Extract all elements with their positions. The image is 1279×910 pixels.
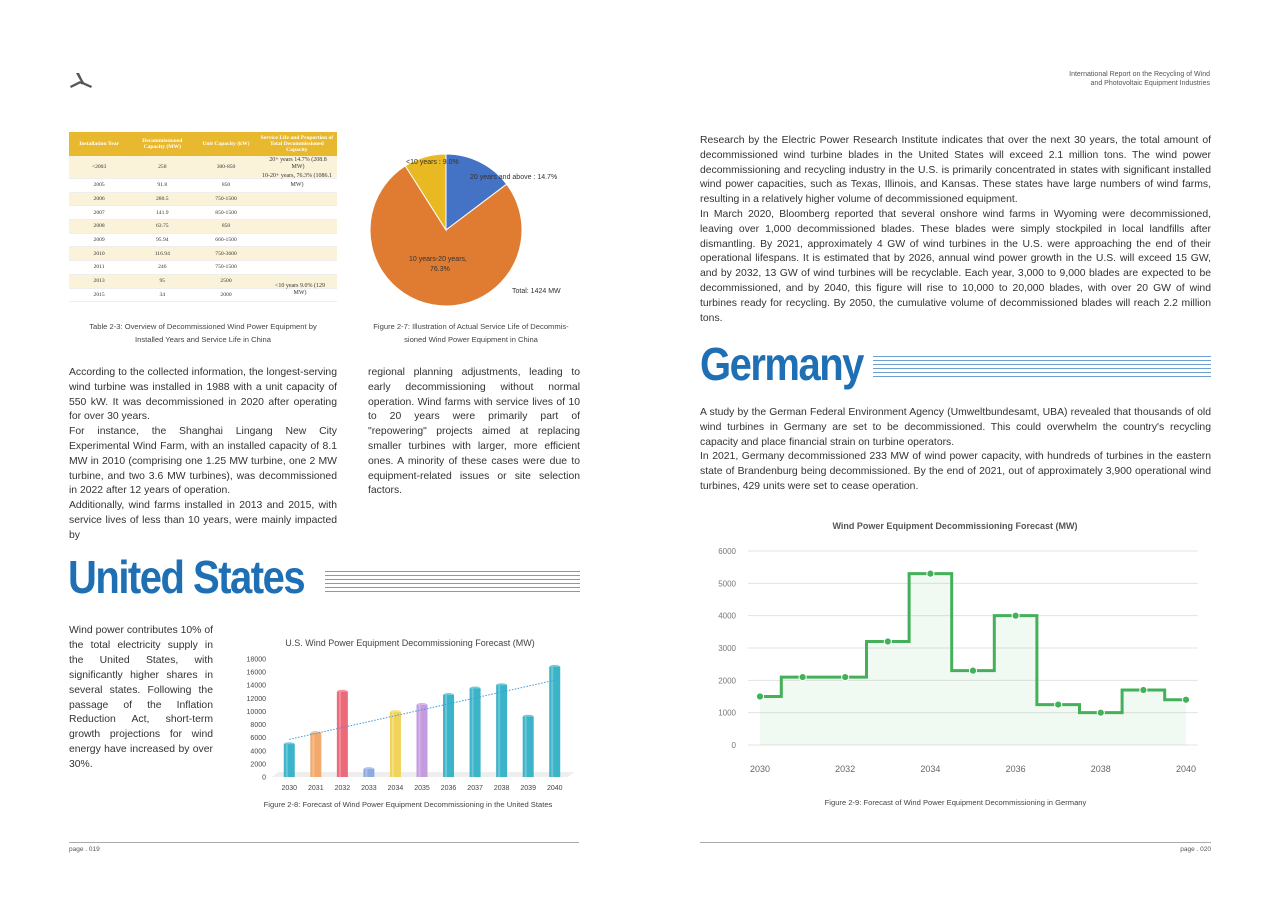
table-cell: 2000 bbox=[195, 288, 256, 302]
data-point bbox=[884, 638, 891, 645]
y-tick-label: 14000 bbox=[246, 682, 266, 690]
y-tick-label: 4000 bbox=[250, 748, 266, 756]
bar-highlight bbox=[498, 685, 500, 777]
table-header: Service Life and Proportion of Total Decommissioned Capacity bbox=[257, 132, 337, 156]
life-under10: <10 years 9.0% (129 MW) bbox=[274, 283, 326, 296]
table-row bbox=[69, 192, 337, 206]
table-cell: 95 bbox=[129, 274, 195, 288]
paragraph: In 2021, Germany decommissioned 233 MW of wind power capacity, with hundreds of turbines in the eastern state of Brandenburg being decommissioned. By the end of 2021, out of approximately 3,900 operational wind turbines, 429 units were set to cease operation. bbox=[700, 451, 1211, 492]
table-cell: 660-1500 bbox=[195, 233, 256, 247]
bar bbox=[390, 712, 401, 777]
data-point bbox=[1097, 709, 1104, 716]
table-cell: 850 bbox=[195, 179, 256, 193]
bar-cap bbox=[496, 683, 507, 687]
page-number-right: page . 020 bbox=[1180, 846, 1211, 853]
data-point bbox=[927, 570, 934, 577]
table-cell: 91.8 bbox=[129, 179, 195, 193]
x-tick-label: 2033 bbox=[361, 785, 377, 792]
pie-caption bbox=[360, 320, 582, 346]
table-cell: 2005 bbox=[69, 179, 129, 193]
bar-highlight bbox=[472, 689, 474, 778]
table-cell-life bbox=[257, 220, 337, 234]
page-number-left: page . 019 bbox=[69, 846, 100, 853]
x-tick-label: 2031 bbox=[308, 785, 324, 792]
bar-highlight bbox=[365, 769, 367, 777]
y-tick-label: 1000 bbox=[718, 708, 736, 718]
table-row bbox=[69, 261, 337, 275]
data-point bbox=[969, 667, 976, 674]
bar-cap bbox=[284, 742, 295, 746]
pie-caption-line1: Figure 2-7: Illustration of Actual Service Life of Decommis- bbox=[373, 322, 569, 331]
y-tick-label: 4000 bbox=[718, 611, 736, 621]
service-life-pie-chart bbox=[360, 140, 582, 310]
bar-highlight bbox=[551, 667, 553, 777]
table-row bbox=[69, 247, 337, 261]
data-point bbox=[1055, 701, 1062, 708]
us-chart-caption: Figure 2-8: Forecast of Wind Power Equipment Decommissioning in the United States bbox=[263, 800, 553, 809]
bar-highlight bbox=[286, 744, 288, 777]
pie-caption-line2: sioned Wind Power Equipment in China bbox=[404, 335, 538, 344]
y-tick-label: 18000 bbox=[246, 656, 266, 664]
pie-label-10-20b: 76.3% bbox=[430, 266, 450, 273]
paragraph: According to the collected information, the longest-serving wind turbine was installed in 1988 with a unit capacity of 550 kW. It was decommissioned in 2020 after operating for over 30 years. bbox=[69, 367, 337, 423]
paragraph: regional planning adjustments, leading to early decommissioning without normal operation. Wind farms with service lives of 10 to 20 years were primarily part of "repowering" projects aimed at replacing smaller turbines with larger, more efficient ones. A minority of these cases were due to equipment-related issues or site selection factors. bbox=[368, 367, 580, 497]
paragraph: A study by the German Federal Environment Agency (Umweltbundesamt, UBA) revealed that thousands of old wind turbines in Germany are set to be decommissioned. This could overwhelm the country's recycling capacity and place financial strain on turbine operators. bbox=[700, 407, 1211, 448]
decommission-table bbox=[69, 132, 337, 302]
bar bbox=[337, 692, 348, 777]
table-header: Unit Capacity (kW) bbox=[195, 132, 256, 156]
table-cell: 2006 bbox=[69, 192, 129, 206]
middle-column-text bbox=[368, 366, 580, 499]
table-header: Installation Year bbox=[69, 132, 129, 156]
table-row bbox=[69, 206, 337, 220]
bar bbox=[523, 717, 534, 777]
paragraph: In March 2020, Bloomberg reported that several onshore wind farms in Wyoming were decommissioned, leaving over 1,000 decommissioned blades. These blades were simply stockpiled in local landfills after dismantling. By 2021, approximately 4 GW of wind turbines in the U.S. were approaching the end of their operational lifespans. It is estimated that by 2026, annual wind power growth in the U.S. will exceed 15 GW, and by 2032, 13 GW of wind turbines will be recyclable. Each year, 3,000 to 9,000 blades are expected to be decommissioned, and by 2040, this figure will rise to 10,000 to 20,000 blades, with over 20 GW of wind turbines ready for recycling. By 2050, the cumulative volume of decommissioned blades will reach 2.2 million tons. bbox=[700, 208, 1211, 324]
x-tick-label: 2037 bbox=[467, 785, 483, 792]
table-cell-life bbox=[257, 192, 337, 206]
running-header-line1: International Report on the Recycling of Wind bbox=[1069, 71, 1210, 78]
table-cell: 750-3600 bbox=[195, 247, 256, 261]
data-point bbox=[1012, 612, 1019, 619]
table-cell: 2011 bbox=[69, 261, 129, 275]
paragraph: For instance, the Shanghai Lingang New City Experimental Wind Farm, with an installed capacity of 8.1 MW in 2010 (comprising one 1.25 MW turbine, one 2 MW turbine, and two 3.6 MW turbines), was decommissioned in 2022 after 12 years of operation. bbox=[69, 426, 337, 497]
table-cell: 850-1500 bbox=[195, 206, 256, 220]
x-tick-label: 2034 bbox=[387, 785, 404, 792]
y-tick-label: 12000 bbox=[246, 695, 266, 703]
table-caption bbox=[69, 320, 337, 346]
table-cell-life bbox=[257, 261, 337, 275]
bar bbox=[496, 685, 507, 777]
x-tick-label: 2038 bbox=[1090, 764, 1111, 774]
running-header bbox=[1010, 70, 1210, 88]
table-cell: 34 bbox=[129, 288, 195, 302]
bar-highlight bbox=[312, 733, 314, 777]
y-tick-label: 2000 bbox=[250, 761, 266, 769]
table-cell: <2003 bbox=[69, 156, 129, 179]
right-intro-text bbox=[700, 134, 1211, 326]
y-tick-label: 8000 bbox=[250, 722, 266, 730]
left-column-text bbox=[69, 366, 337, 544]
table-cell: 2010 bbox=[69, 247, 129, 261]
bar-highlight bbox=[392, 712, 394, 777]
x-tick-label: 2035 bbox=[414, 785, 430, 792]
y-tick-label: 2000 bbox=[718, 676, 736, 686]
us-text: Wind power contributes 10% of the total electricity supply in the United States, with significantly higher shares in several states. Following the passage of the Inflation Reduction Act, short-term growth projections for wind energy have increased by over 30%. bbox=[69, 625, 213, 771]
x-tick-label: 2040 bbox=[546, 785, 563, 792]
bar bbox=[549, 667, 560, 777]
chart-title: Wind Power Equipment Decommissioning Forecast (MW) bbox=[832, 521, 1078, 531]
table-cell: 750-1500 bbox=[195, 261, 256, 275]
us-heading-stripes bbox=[325, 571, 580, 593]
table-cell: 63.75 bbox=[129, 220, 195, 234]
pie-label-under10: <10 years : 9.0% bbox=[406, 159, 459, 166]
y-tick-label: 16000 bbox=[246, 669, 266, 677]
table-cell-life bbox=[257, 247, 337, 261]
x-tick-label: 2036 bbox=[1005, 764, 1026, 774]
pie-total: Total: 1424 MW bbox=[512, 288, 561, 295]
x-tick-label: 2038 bbox=[493, 785, 510, 792]
table-cell: 2500 bbox=[195, 274, 256, 288]
table-cell: 2015 bbox=[69, 288, 129, 302]
us-heading: United States bbox=[68, 552, 305, 604]
footer-rule-left bbox=[69, 842, 579, 843]
y-tick-label: 5000 bbox=[718, 579, 736, 589]
data-point bbox=[842, 674, 849, 681]
table-cell: 850 bbox=[195, 220, 256, 234]
x-tick-label: 2030 bbox=[749, 764, 771, 774]
x-tick-label: 2039 bbox=[520, 785, 536, 792]
bar-cap bbox=[417, 703, 428, 707]
table-cell: 2013 bbox=[69, 274, 129, 288]
running-header-line2: and Photovoltaic Equipment Industries bbox=[1090, 80, 1210, 87]
footer-rule-right bbox=[700, 842, 1211, 843]
bar-cap bbox=[390, 710, 401, 714]
table-row bbox=[69, 220, 337, 234]
bar-cap bbox=[470, 687, 481, 691]
y-tick-label: 0 bbox=[262, 774, 266, 782]
life-20plus: 20+ years 14.7% (208.8 MW) bbox=[269, 157, 327, 170]
pie-label-20plus: 20 years and above : 14.7% bbox=[470, 174, 558, 181]
data-point bbox=[799, 674, 806, 681]
table-cell: 95.94 bbox=[129, 233, 195, 247]
table-cell: 750-1500 bbox=[195, 192, 256, 206]
table-cell-life bbox=[257, 206, 337, 220]
table-cell: 258 bbox=[129, 156, 195, 179]
bar-cap bbox=[549, 665, 560, 669]
bar-cap bbox=[523, 715, 534, 719]
paragraph: Additionally, wind farms installed in 2013 and 2015, with service lives of less than 10 years, were mainly impacted by bbox=[69, 500, 337, 541]
y-tick-label: 10000 bbox=[246, 708, 266, 716]
table-cell-life bbox=[257, 233, 337, 247]
us-forecast-bar-chart bbox=[238, 632, 578, 798]
y-tick-label: 6000 bbox=[250, 735, 266, 743]
data-point bbox=[1140, 686, 1147, 693]
table-row bbox=[69, 233, 337, 247]
bar-highlight bbox=[339, 692, 341, 777]
germany-text bbox=[700, 406, 1211, 495]
life-10-20: 10-20+ years, 76.3% (1086.1 MW) bbox=[261, 173, 333, 188]
germany-heading: Germany bbox=[700, 339, 863, 391]
table-caption-line1: Table 2-3: Overview of Decommissioned Wind Power Equipment by bbox=[89, 322, 317, 331]
x-tick-label: 2034 bbox=[920, 764, 941, 774]
x-tick-label: 2036 bbox=[440, 785, 457, 792]
logo-icon bbox=[68, 72, 98, 92]
chart-title: U.S. Wind Power Equipment Decommissioning Forecast (MW) bbox=[285, 638, 535, 648]
x-tick-label: 2032 bbox=[835, 764, 856, 774]
bar bbox=[443, 695, 454, 777]
bar bbox=[310, 733, 321, 777]
bar bbox=[417, 705, 428, 777]
x-tick-label: 2030 bbox=[281, 785, 298, 792]
germany-chart-caption: Figure 2-9: Forecast of Wind Power Equipment Decommissioning in Germany bbox=[824, 798, 1087, 807]
x-tick-label: 2032 bbox=[334, 785, 351, 792]
table-caption-line2: Installed Years and Service Life in China bbox=[135, 335, 271, 344]
x-tick-label: 2040 bbox=[1175, 764, 1197, 774]
table-cell: 280.5 bbox=[129, 192, 195, 206]
bar-cap bbox=[363, 767, 374, 771]
y-tick-label: 0 bbox=[731, 741, 736, 750]
table-cell: 141.9 bbox=[129, 206, 195, 220]
data-point bbox=[1182, 696, 1189, 703]
bar-cap bbox=[337, 690, 348, 694]
table-cell: 2007 bbox=[69, 206, 129, 220]
pie-label-10-20a: 10 years-20 years, bbox=[409, 256, 467, 263]
bar-cap bbox=[443, 693, 454, 697]
bar bbox=[470, 689, 481, 778]
bar bbox=[284, 744, 295, 777]
germany-forecast-line-chart bbox=[700, 512, 1211, 786]
germany-heading-stripes bbox=[873, 356, 1211, 380]
bar-highlight bbox=[419, 705, 421, 777]
bar-highlight bbox=[525, 717, 527, 777]
table-cell: 2008 bbox=[69, 220, 129, 234]
table-cell: 300-850 bbox=[195, 156, 256, 179]
bar-highlight bbox=[445, 695, 447, 777]
table-cell: 116.94 bbox=[129, 247, 195, 261]
table-header: Decommissioned Capacity (MW) bbox=[129, 132, 195, 156]
data-point bbox=[756, 693, 763, 700]
y-tick-label: 6000 bbox=[718, 547, 736, 556]
y-tick-label: 3000 bbox=[718, 644, 736, 653]
paragraph: Research by the Electric Power Research Institute indicates that over the next 30 years, the total amount of decommissioned wind turbine blades in the United States will exceed 2.1 million tons. The wind power decommissioning and recycling industry in the U.S. is primarily concentrated in states with significant installed wind power capacities, such as Texas, Illinois, and Kansas. These states have large numbers of wind farms, resulting in a relatively higher volume of decommissioned equipment. bbox=[700, 135, 1211, 206]
table-cell: 2009 bbox=[69, 233, 129, 247]
table-cell: 246 bbox=[129, 261, 195, 275]
